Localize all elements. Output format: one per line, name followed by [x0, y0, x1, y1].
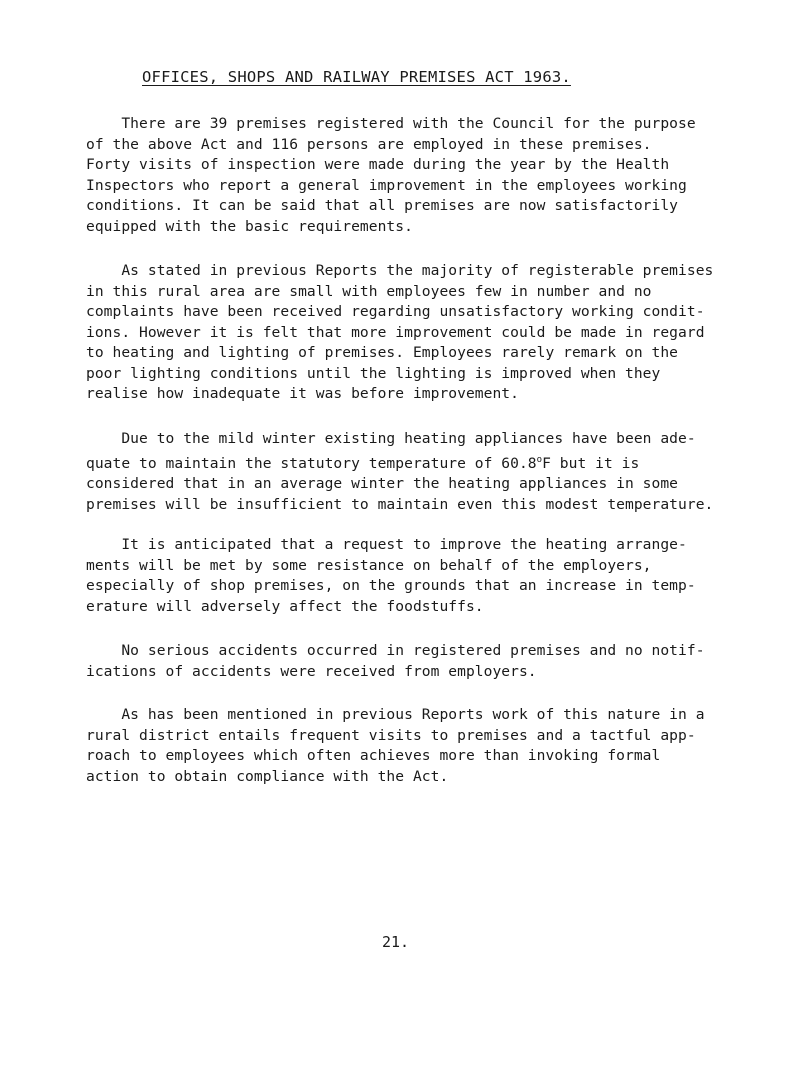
- text-line: considered that in an average winter the heating appliances in some: [86, 475, 679, 492]
- text-fragment: F but it is: [542, 454, 640, 472]
- text-line: of the above Act and 116 persons are employed in these premises.: [86, 135, 652, 153]
- paragraph-accidents: [86, 641, 776, 682]
- text-line: There are 39 premises registered with the Council for the purpose: [86, 115, 696, 132]
- text-line: No serious accidents occurred in registered premises and no notif-: [86, 642, 705, 659]
- text-line: especially of shop premises, on the grounds that an increase in temp-: [86, 577, 696, 594]
- paragraph-previous-reports: [86, 261, 776, 405]
- text-line: action to obtain compliance with the Act.: [86, 767, 449, 785]
- text-line: to heating and lighting of premises. Employees rarely remark on the: [86, 344, 679, 361]
- text-line: premises will be insufficient to maintain even this modest temperature.: [86, 495, 714, 513]
- paragraph-mild-winter: [86, 429, 776, 515]
- text-line: ions. However it is felt that more improvement could be made in regard: [86, 323, 705, 341]
- text-fragment: quate to maintain the statutory temperature of 60.8: [86, 454, 537, 472]
- text-line: ments will be met by some resistance on behalf of the employers,: [86, 556, 652, 574]
- text-line: rural district entails frequent visits to premises and a tactful app-: [86, 726, 696, 744]
- text-line: As stated in previous Reports the majority of registerable premises: [86, 262, 714, 279]
- text-line: in this rural area are small with employees few in number and no: [86, 282, 652, 300]
- text-line: It is anticipated that a request to improve the heating arrange-: [86, 536, 687, 553]
- text-line: equipped with the basic requirements.: [86, 217, 413, 235]
- text-line: complaints have been received regarding unsatisfactory working condit-: [86, 303, 705, 320]
- text-line: Forty visits of inspection were made during the year by the Health: [86, 156, 670, 173]
- text-line: Inspectors who report a general improvement in the employees working: [86, 176, 687, 194]
- page-title: OFFICES, SHOPS AND RAILWAY PREMISES ACT 1963.: [142, 68, 571, 86]
- page-number: 21.: [382, 933, 410, 951]
- text-line: poor lighting conditions until the lighting is improved when they: [86, 364, 661, 382]
- paragraph-rural-district: [86, 705, 776, 787]
- text-line: ications of accidents were received from employers.: [86, 662, 537, 680]
- text-line: roach to employees which often achieves more than invoking formal: [86, 747, 661, 764]
- text-line: As has been mentioned in previous Reports work of this nature in a: [86, 706, 705, 723]
- text-line: conditions. It can be said that all premises are now satisfactorily: [86, 197, 679, 214]
- degree-mark: o: [536, 454, 543, 465]
- paragraph-registered-premises: [86, 114, 776, 237]
- text-line: erature will adversely affect the foodstuffs.: [86, 597, 484, 615]
- text-line: realise how inadequate it was before improvement.: [86, 385, 519, 402]
- text-line-temperature: [86, 450, 776, 475]
- paragraph-heating-request: [86, 535, 776, 617]
- text-line: Due to the mild winter existing heating appliances have been ade-: [86, 430, 696, 447]
